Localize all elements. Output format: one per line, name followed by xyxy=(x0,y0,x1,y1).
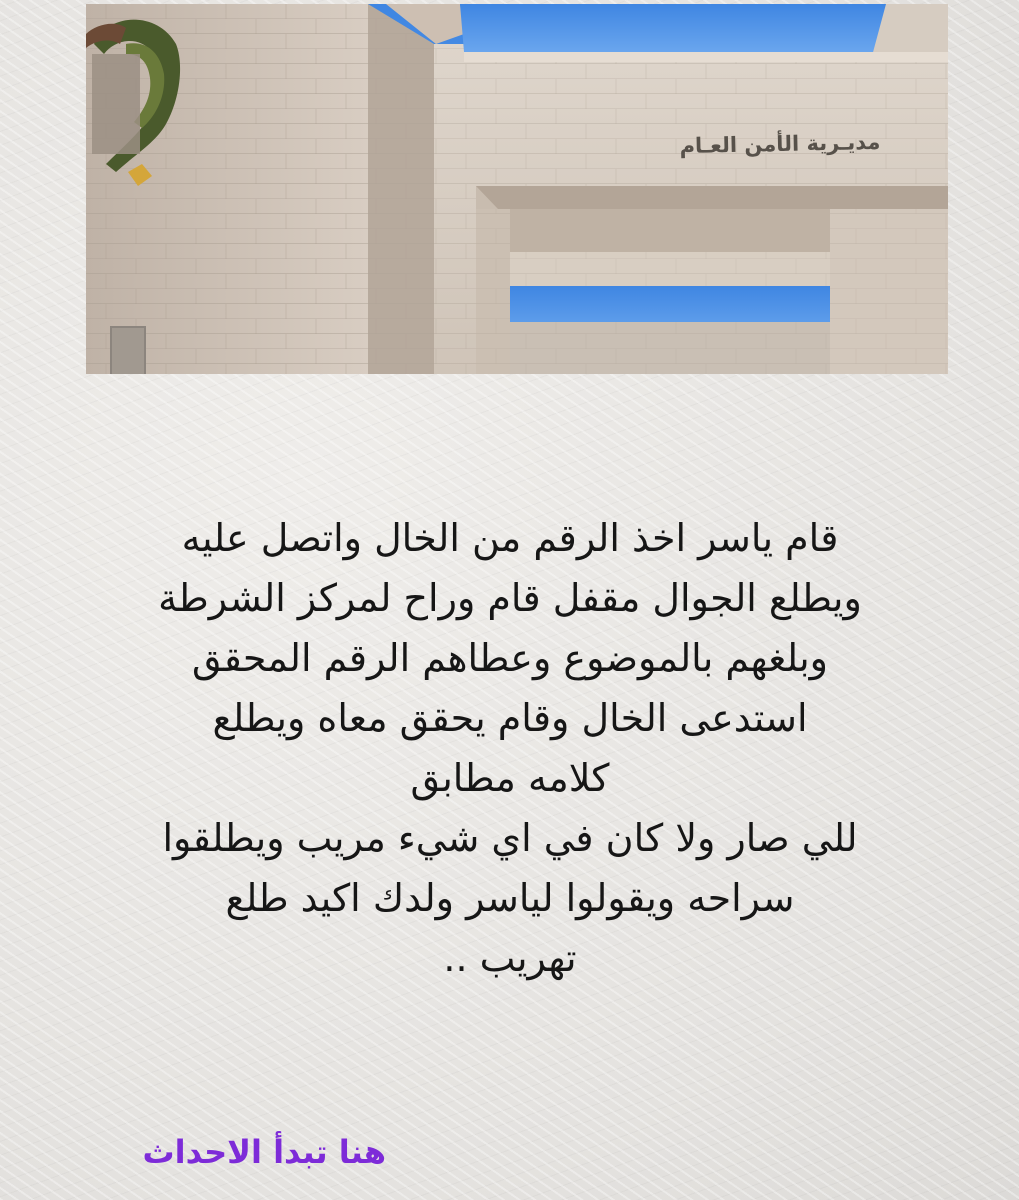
story-line: كلامه مطابق xyxy=(410,756,610,800)
story-line: للي صار ولا كان في اي شيء مريب ويطلقوا xyxy=(162,816,858,860)
story-text xyxy=(60,508,960,988)
building-photo xyxy=(86,4,948,374)
building-illustration xyxy=(86,4,948,374)
story-line: وبلغهم بالموضوع وعطاهم الرقم المحقق xyxy=(191,636,829,680)
tagline: هنا تبدأ الاحداث xyxy=(142,1133,386,1171)
story-line: ويطلع الجوال مقفل قام وراح لمركز الشرطة xyxy=(158,576,862,620)
story-line: سراحه ويقولوا لياسر ولدك اكيد طلع xyxy=(225,876,795,920)
story-line: استدعى الخال وقام يحقق معاه ويطلع xyxy=(212,696,808,740)
building-sign: مديـرية الأمن العـام xyxy=(679,129,881,159)
story-line: تهريب .. xyxy=(443,936,577,980)
story-line: قام ياسر اخذ الرقم من الخال واتصل عليه xyxy=(181,516,839,560)
